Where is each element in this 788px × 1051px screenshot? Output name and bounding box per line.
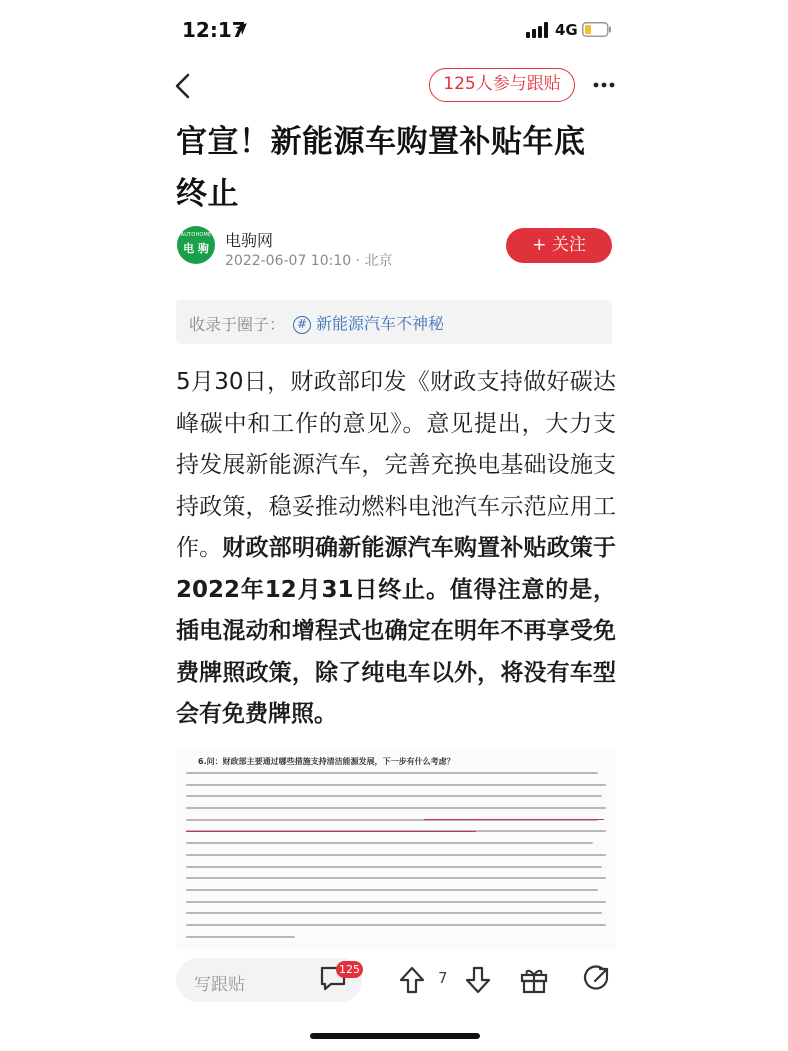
comment-count-badge: 125 <box>336 961 363 978</box>
article-body <box>176 362 616 736</box>
body-bold-text: 财政部明确新能源汽车购置补贴政策于2022年12月31日终止。值得注意的是，插电混动和增程式也确定在明年不再享受免费牌照政策，除了纯电车以外，将没有车型会有免费牌照。 <box>176 535 617 727</box>
signal-icon <box>526 22 550 38</box>
author-name[interactable]: 电驹网 <box>225 231 274 250</box>
network-type: 4G <box>555 21 578 39</box>
gift-icon[interactable] <box>519 965 549 995</box>
status-bar <box>0 0 788 62</box>
circle-label: 收录于圈子： <box>189 315 286 334</box>
body-paragraph: 5月30日，财政部印发《财政支持做好碳达峰碳中和工作的意见》。意见提出，大力支持发展新能源汽车，完善充换电基础设施支持政策，稳妥推动燃料电池汽车示范应用工作。 <box>176 369 616 561</box>
circle-link[interactable] <box>293 311 444 334</box>
document-text-lines <box>186 772 606 947</box>
circle-box <box>176 300 612 344</box>
document-heading: 6.问：财政部主要通过哪些措施支持清洁能源发展，下一步有什么考虑？ <box>198 757 455 766</box>
share-icon[interactable] <box>581 965 611 995</box>
avatar-main-text: 电 驹 <box>183 242 209 255</box>
avatar[interactable] <box>177 226 215 264</box>
document-image[interactable] <box>176 750 616 950</box>
comment-placeholder: 写跟贴 <box>194 975 245 995</box>
article-title: 官宣！新能源车购置补贴年底终止 <box>176 124 586 212</box>
avatar-top-text: AUTOHOME <box>180 232 212 238</box>
downvote-icon[interactable] <box>464 965 492 995</box>
back-chevron-icon[interactable] <box>170 70 200 102</box>
participants-pill[interactable]: 125人参与跟贴 <box>429 68 575 102</box>
vote-count: 7 <box>438 969 448 987</box>
more-dots-icon[interactable] <box>592 72 616 98</box>
hash-icon: # <box>293 316 311 334</box>
bottom-bar <box>0 955 788 1010</box>
home-indicator[interactable] <box>310 1033 480 1039</box>
battery-icon <box>582 22 612 37</box>
document-highlight <box>424 819 604 820</box>
document-highlight <box>186 831 476 832</box>
follow-button[interactable]: + 关注 <box>506 228 612 263</box>
post-meta: 2022-06-07 10:10 · 北京 <box>225 253 393 269</box>
circle-name: 新能源汽车不神秘 <box>316 314 445 333</box>
status-time: 12:17 <box>182 18 246 42</box>
upvote-icon[interactable] <box>398 965 426 995</box>
location-arrow-icon <box>234 22 248 36</box>
